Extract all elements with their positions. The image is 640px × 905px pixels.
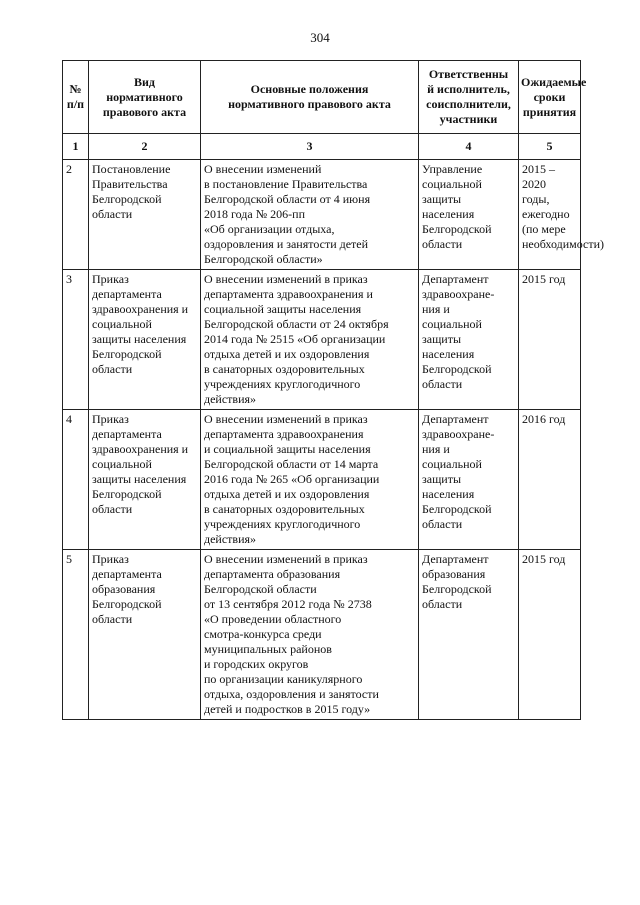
column-number: 1 <box>63 134 89 160</box>
act-responsible: Департамент образования Белгородской области <box>419 550 519 720</box>
act-type: Постановление Правительства Белгородской области <box>89 160 201 270</box>
act-responsible: Управление социальной защиты населения Белгородской области <box>419 160 519 270</box>
header-deadline: Ожидаемые сроки принятия <box>519 61 581 134</box>
table-row <box>63 410 581 550</box>
row-number: 5 <box>63 550 89 720</box>
table-row <box>63 270 581 410</box>
column-number: 2 <box>89 134 201 160</box>
act-type: Приказ департамента здравоохранения и социальной защиты населения Белгородской области <box>89 270 201 410</box>
act-responsible: Департамент здравоохране- ния и социальной защиты населения Белгородской области <box>419 270 519 410</box>
row-number: 2 <box>63 160 89 270</box>
act-deadline: 2015 год <box>519 550 581 720</box>
act-content: О внесении изменений в приказ департамента образования Белгородской области от 13 сентября 2012 года № 2738 «О проведении областного смотра-конкурса среди муниципальных районов и городских округов по организации каникулярного отдыха, оздоровления и занятости детей и подростков в 2015 году» <box>201 550 419 720</box>
row-number: 3 <box>63 270 89 410</box>
column-number-row <box>63 134 581 160</box>
act-deadline: 2015 – 2020 годы, ежегодно (по мере необходимости) <box>519 160 581 270</box>
header-responsible: Ответственны й исполнитель, соисполнители, участники <box>419 61 519 134</box>
header-number: № п/п <box>63 61 89 134</box>
act-responsible: Департамент здравоохране- ния и социальной защиты населения Белгородской области <box>419 410 519 550</box>
column-number: 3 <box>201 134 419 160</box>
table-row <box>63 160 581 270</box>
page-number: 304 <box>310 30 330 45</box>
row-number: 4 <box>63 410 89 550</box>
column-number: 4 <box>419 134 519 160</box>
act-type: Приказ департамента здравоохранения и социальной защиты населения Белгородской области <box>89 410 201 550</box>
header-act-type: Вид нормативного правового акта <box>89 61 201 134</box>
act-content: О внесении изменений в постановление Правительства Белгородской области от 4 июня 2018 года № 206-пп «Об организации отдыха, оздоровления и занятости детей Белгородской области» <box>201 160 419 270</box>
act-deadline: 2016 год <box>519 410 581 550</box>
act-content: О внесении изменений в приказ департамента здравоохранения и социальной защиты населения Белгородской области от 14 марта 2016 года № 265 «Об организации отдыха детей и их оздоровления в санаторных оздоровительных учреждениях круглогодичного действия» <box>201 410 419 550</box>
regulatory-acts-table <box>62 60 605 720</box>
table-row <box>63 550 581 720</box>
act-deadline: 2015 год <box>519 270 581 410</box>
act-content: О внесении изменений в приказ департамента здравоохранения и социальной защиты населения Белгородской области от 24 октября 2014 года № 2515 «Об организации отдыха детей и их оздоровления в санаторных оздоровительных учреждениях круглогодичного действия» <box>201 270 419 410</box>
header-main-provisions: Основные положения нормативного правового акта <box>201 61 419 134</box>
act-type: Приказ департамента образования Белгородской области <box>89 550 201 720</box>
table-header <box>63 61 587 134</box>
column-number: 5 <box>519 134 581 160</box>
